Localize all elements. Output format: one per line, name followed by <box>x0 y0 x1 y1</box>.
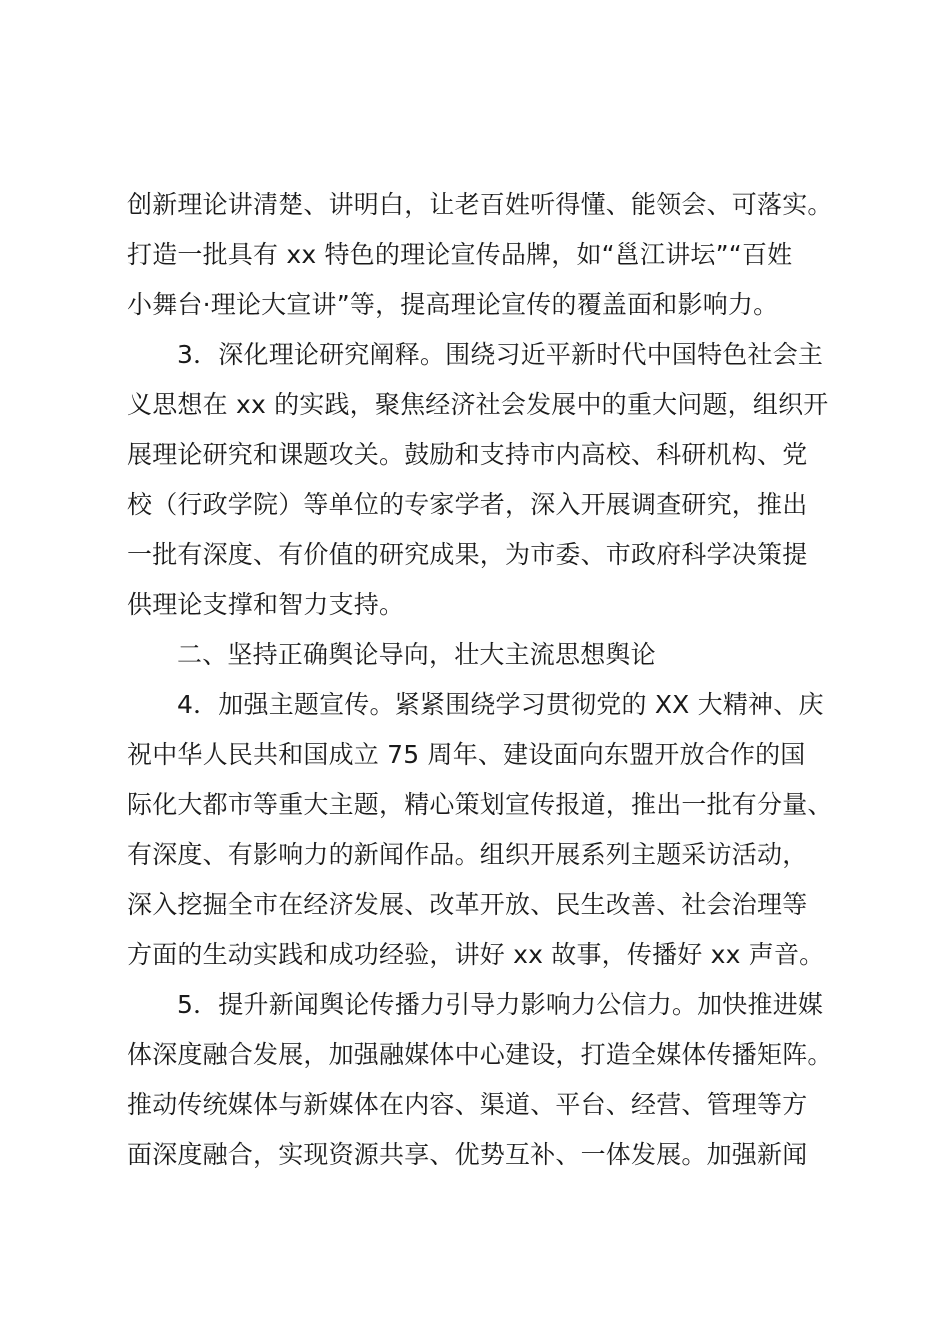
text-line: 供理论支撑和智力支持。 <box>127 590 405 619</box>
text-line: 推动传统媒体与新媒体在内容、渠道、平台、经营、管理等方 <box>127 1090 808 1119</box>
text-line: 方面的生动实践和成功经验，讲好 xx 故事，传播好 xx 声音。 <box>127 940 825 969</box>
text-line: 一批有深度、有价值的研究成果，为市委、市政府科学决策提 <box>127 540 808 569</box>
text-line: 祝中华人民共和国成立 75 周年、建设面向东盟开放合作的国 <box>127 740 806 769</box>
text-line: 4．加强主题宣传。紧紧围绕学习贯彻党的 XX 大精神、庆 <box>177 690 824 719</box>
text-line: 展理论研究和课题攻关。鼓励和支持市内高校、科研机构、党 <box>127 440 808 469</box>
text-line: 深入挖掘全市在经济发展、改革开放、民生改善、社会治理等 <box>127 890 808 919</box>
text-line: 创新理论讲清楚、讲明白，让老百姓听得懂、能领会、可落实。 <box>127 190 833 219</box>
text-line: 有深度、有影响力的新闻作品。组织开展系列主题采访活动， <box>127 840 808 869</box>
text-line: 5．提升新闻舆论传播力引导力影响力公信力。加快推进媒 <box>177 990 824 1019</box>
text-line: 打造一批具有 xx 特色的理论宣传品牌，如“邕江讲坛”“百姓 <box>127 240 793 269</box>
section-heading: 二、坚持正确舆论导向，壮大主流思想舆论 <box>177 640 656 669</box>
text-line: 体深度融合发展，加强融媒体中心建设，打造全媒体传播矩阵。 <box>127 1040 833 1069</box>
text-line: 义思想在 xx 的实践，聚焦经济社会发展中的重大问题，组织开 <box>127 390 829 419</box>
text-line: 际化大都市等重大主题，精心策划宣传报道，推出一批有分量、 <box>127 790 833 819</box>
text-line: 3．深化理论研究阐释。围绕习近平新时代中国特色社会主 <box>177 340 824 369</box>
text-line: 小舞台·理论大宣讲”等，提高理论宣传的覆盖面和影响力。 <box>127 290 779 319</box>
text-line: 校（行政学院）等单位的专家学者，深入开展调查研究，推出 <box>127 490 808 519</box>
text-line: 面深度融合，实现资源共享、优势互补、一体发展。加强新闻 <box>127 1140 808 1169</box>
